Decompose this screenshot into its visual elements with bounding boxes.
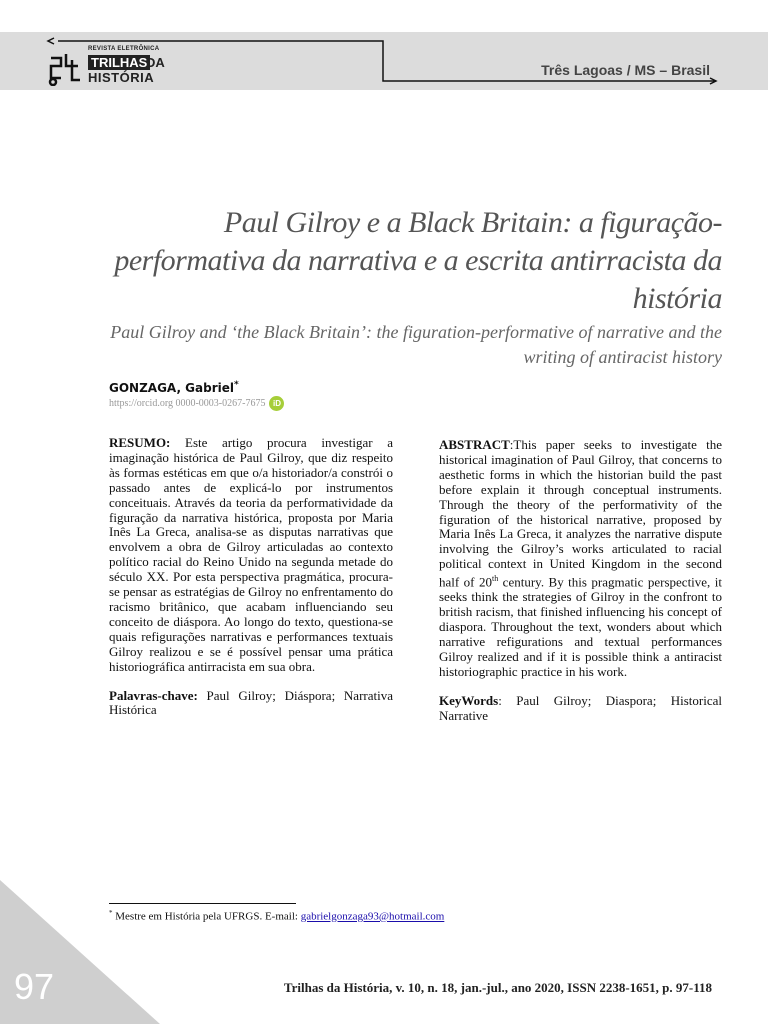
logo-trail-icon [48, 48, 84, 86]
resumo-column [109, 436, 393, 718]
abstract-label: ABSTRACT [439, 437, 510, 452]
author-name-text: GONZAGA, Gabriel [109, 381, 234, 395]
author-footnote-mark[interactable]: * [234, 380, 239, 390]
orcid-icon[interactable]: iD [269, 396, 284, 411]
author-email-link[interactable]: gabrielgonzaga93@hotmail.com [300, 910, 445, 923]
palavras-chave-text: Paul Gilroy; Diáspora; Narrativa Histórica [109, 687, 393, 718]
abstract-ordinal-sup: th [491, 574, 499, 584]
logo-magazine-label: REVISTA ELETRÔNICA [88, 46, 160, 52]
logo-da: DA [146, 55, 165, 70]
footnote-text: Mestre em História pela UFRGS. E-mail: [112, 910, 301, 923]
journal-citation: Trilhas da História, v. 10, n. 18, jan.-jul., ano 2020, ISSN 2238-1651, p. 97-118 [283, 980, 712, 995]
article-subtitle: Paul Gilroy and ‘the Black Britain’: the figuration-performative of narrative and the writing of antiracist history [110, 322, 722, 367]
article-title: Paul Gilroy e a Black Britain: a figuração-performativa da narrativa e a escrita antirracista da história [114, 206, 722, 315]
resumo-keywords [109, 689, 393, 719]
journal-logo [48, 40, 168, 86]
resumo-text: Este artigo procura investigar a imaginação histórica de Paul Gilroy, que diz respeito às formas estéticas em que o/a historiador/a constrói o passado antes de explicá-lo por instrumentos conceituais. Através da teoria da performatividade da figuração da narrativa histórica, proposta por Maria Inês La Greca, analisa-se as disputas narrativas que envolvem a obra de Gilroy articuladas ao contexto político racial do Reino Unido na segunda metade do século XX. Por esta perspectiva pragmática, procura-se pensar as estratégias de Gilroy no enfrentamento do racismo britânico, que acabam influenciando seu conceito de diáspora. Ao longo do texto, questiona-se quais refigurações narrativas e performances textuais Gilroy realizou e se é possível pensar uma prática historiográfica antirracista em sua obra. [109, 435, 393, 674]
logo-historia: HISTÓRIA [88, 70, 155, 85]
orcid-line[interactable] [109, 396, 284, 411]
location-label: Três Lagoas / MS – Brasil [541, 62, 710, 78]
author-name [109, 380, 239, 395]
abstract-column [439, 438, 722, 724]
abstract-keywords [439, 694, 722, 724]
footnote-mark: * [109, 909, 113, 917]
palavras-chave-label: Palavras-chave: [109, 687, 198, 703]
orcid-link[interactable]: https://orcid.org 0000-0003-0267-7675 [109, 398, 266, 409]
resumo-paragraph [109, 436, 393, 675]
abstract-text-b: century. By this pragmatic perspective, it seeks think the strategies of Gilroy in the confront to british racism, that finished influencing his concept of diaspora. Throughout the text, wonders about which narrative refigurations and textual performances Gilroy realized and if it is possible think a antiracist historiographic practice in his work. [439, 574, 722, 679]
page-number: 97 [14, 966, 55, 1007]
resumo-label: RESUMO: [109, 435, 171, 450]
logo-trilhas: TRILHAS [88, 55, 150, 70]
keywords-label: KeyWords [439, 692, 499, 708]
abstract-paragraph [439, 438, 722, 680]
keywords-text: : Paul Gilroy; Diaspora; Historical Narrative [439, 692, 722, 723]
abstract-text-a: :This paper seeks to investigate the historical imagination of Paul Gilroy, that concerns to aesthetic forms in which the historian build the past before explain it through conceptual instruments. Through the theory of the performativity of the figuration of the historical narrative, proposed by Maria Inês La Greca, it analyzes the narrative dispute involving the Gilroy’s works articulated to racial political context in United Kingdom in the second half of 20 [439, 437, 722, 590]
